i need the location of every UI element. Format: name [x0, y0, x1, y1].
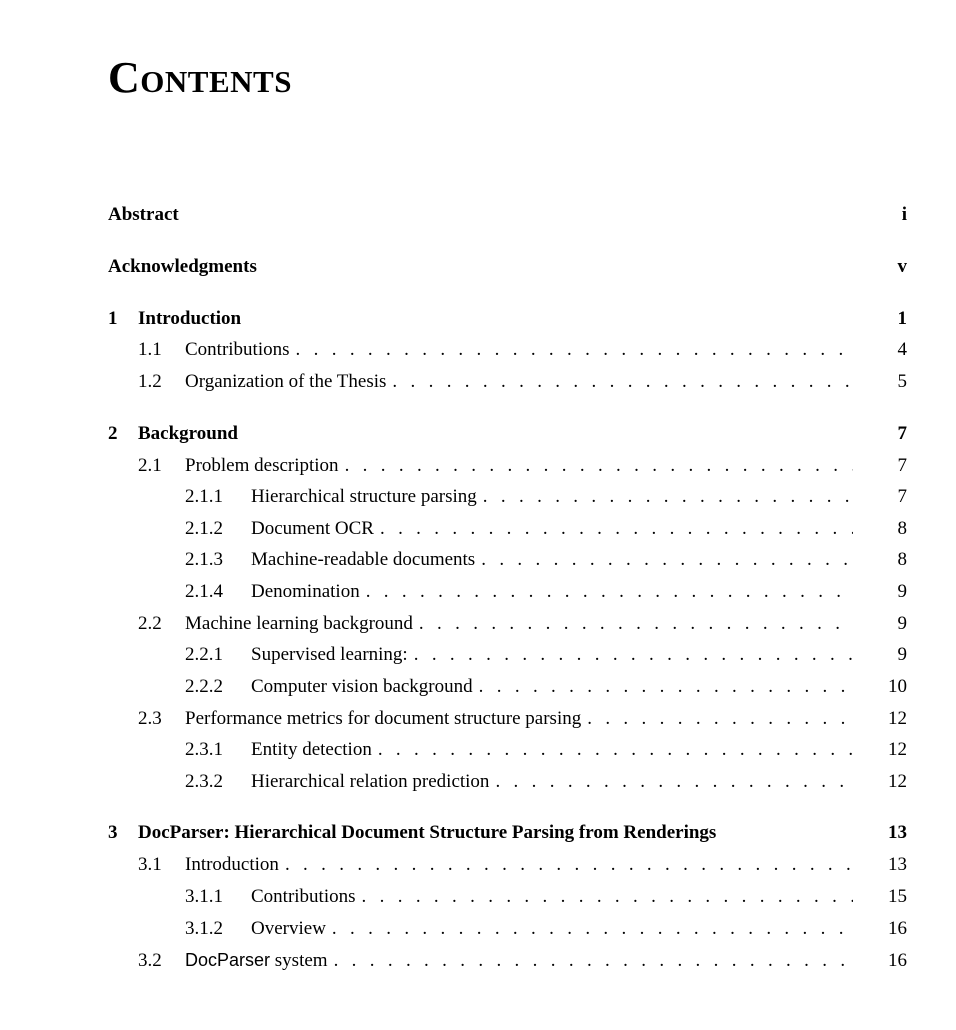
dot-leader — [489, 767, 853, 797]
dot-leader — [477, 482, 853, 512]
toc-entry-label: Document OCR — [251, 518, 374, 539]
toc-entry-number: 1.2 — [138, 371, 162, 392]
toc-entry-label: Acknowledgments — [108, 256, 257, 277]
toc-section-3-1[interactable] — [108, 850, 907, 880]
toc-subsection-2-1-1[interactable] — [108, 482, 907, 512]
toc-entry-number: 2.1.4 — [185, 581, 223, 602]
toc-entry-page: 12 — [888, 771, 907, 792]
toc-entry-number: 2.1.1 — [185, 486, 223, 507]
dot-leader — [374, 514, 853, 544]
toc-entry-number: 2 — [108, 423, 118, 444]
toc-entry-label: Hierarchical structure parsing — [251, 486, 477, 507]
toc-entry-page: 7 — [897, 423, 907, 444]
toc-entry-page: 7 — [897, 486, 907, 507]
toc-subsection-3-1-2[interactable] — [108, 914, 907, 944]
toc-section-1-2[interactable] — [108, 367, 907, 397]
toc-chapter-3[interactable] — [108, 818, 907, 848]
toc-entry-number: 2.2.2 — [185, 676, 223, 697]
toc-entry-label-rest: system — [270, 950, 328, 971]
toc-section-2-2[interactable] — [108, 609, 907, 639]
toc-entry-page: 9 — [897, 581, 907, 602]
dot-leader — [356, 882, 853, 912]
toc-entry-label: Introduction — [138, 308, 242, 329]
toc-entry-number: 3.2 — [138, 950, 162, 971]
toc-subsection-2-1-2[interactable] — [108, 514, 907, 544]
toc-entry-page: 7 — [897, 455, 907, 476]
toc-entry-page: 12 — [888, 708, 907, 729]
toc-entry-number: 2.1 — [138, 455, 162, 476]
toc-entry-label: Hierarchical relation prediction — [251, 771, 490, 792]
toc-entry-number: 2.1.2 — [185, 518, 223, 539]
toc-entry-label: Background — [138, 423, 238, 444]
toc-entry-page: 1 — [897, 308, 907, 329]
toc-chapter-1[interactable] — [108, 304, 907, 334]
toc-entry-page: 8 — [897, 549, 907, 570]
toc-entry-number: 2.1.3 — [185, 549, 223, 570]
dot-leader — [581, 704, 853, 734]
toc-entry-abstract[interactable] — [108, 200, 907, 230]
toc-entry-label: Computer vision background — [251, 676, 473, 697]
dot-leader — [328, 946, 853, 976]
toc-entry-page: 10 — [888, 676, 907, 697]
toc-entry-label: Abstract — [108, 204, 179, 225]
toc-entry-label: Introduction — [185, 854, 279, 875]
toc-entry-page: 4 — [897, 339, 907, 360]
dot-leader — [413, 609, 853, 639]
dot-leader — [339, 451, 853, 481]
docparser-name: DocParser — [185, 950, 271, 970]
toc-subsection-2-2-1[interactable] — [108, 640, 907, 670]
toc-entry-page: i — [901, 204, 907, 225]
toc-entry-page: 16 — [888, 918, 907, 939]
toc-entry-label: Problem description — [185, 455, 339, 476]
toc-entry-page: 8 — [897, 518, 907, 539]
toc-subsection-2-1-3[interactable] — [108, 545, 907, 575]
toc-entry-label: Supervised learning: — [251, 644, 408, 665]
toc-entry-label: Denomination — [251, 581, 360, 602]
toc-entry-page: 9 — [897, 613, 907, 634]
dot-leader — [408, 640, 853, 670]
toc-entry-number: 3.1 — [138, 854, 162, 875]
toc-section-2-1[interactable] — [108, 451, 907, 481]
toc-subsection-2-3-2[interactable] — [108, 767, 907, 797]
toc-entry-page: 16 — [888, 950, 907, 971]
toc-entry-label: Machine-readable documents — [251, 549, 476, 570]
toc-section-2-3[interactable] — [108, 704, 907, 734]
toc-entry-number: 2.3.2 — [185, 771, 223, 792]
toc-entry-label: Organization of the Thesis — [185, 371, 387, 392]
toc-entry-page: v — [897, 256, 907, 277]
toc-entry-number: 3.1.2 — [185, 918, 223, 939]
toc-section-1-1[interactable] — [108, 335, 907, 365]
toc-entry-acknowledgments[interactable] — [108, 252, 907, 282]
toc-entry-number: 2.2 — [138, 613, 162, 634]
toc-entry-page: 15 — [888, 886, 907, 907]
toc-chapter-2[interactable] — [108, 419, 907, 449]
toc-subsection-3-1-1[interactable] — [108, 882, 907, 912]
toc-entry-number: 2.3.1 — [185, 739, 223, 760]
toc-subsection-2-2-2[interactable] — [108, 672, 907, 702]
toc-entry-number: 2.2.1 — [185, 644, 223, 665]
toc-entry-page: 9 — [897, 644, 907, 665]
toc-entry-page: 13 — [888, 822, 907, 843]
toc-subsection-2-1-4[interactable] — [108, 577, 907, 607]
toc-entry-label: Contributions — [251, 886, 356, 907]
toc-entry-label: Overview — [251, 918, 326, 939]
dot-leader — [372, 735, 853, 765]
toc-section-3-2[interactable] — [108, 945, 907, 975]
toc-subsection-2-3-1[interactable] — [108, 735, 907, 765]
toc-entry-number: 1.1 — [138, 339, 162, 360]
page-title: Contents — [108, 53, 292, 102]
dot-leader — [386, 367, 853, 397]
dot-leader — [473, 672, 853, 702]
toc-entry-label: Machine learning background — [185, 613, 413, 634]
toc-entry-number: 3 — [108, 822, 118, 843]
dot-leader — [475, 545, 853, 575]
toc-entry-label: Contributions — [185, 339, 290, 360]
dot-leader — [360, 577, 853, 607]
toc-entry-page: 13 — [888, 854, 907, 875]
toc-entry-page: 5 — [897, 371, 907, 392]
toc-entry-label: DocParser: Hierarchical Document Structure Parsing from Renderings — [138, 822, 717, 843]
toc-entry-page: 12 — [888, 739, 907, 760]
dot-leader — [290, 335, 853, 365]
toc-entry-number: 1 — [108, 308, 118, 329]
toc-entry-number: 3.1.1 — [185, 886, 223, 907]
toc-entry-label: Performance metrics for document structure parsing — [185, 708, 582, 729]
toc-entry-label: Entity detection — [251, 739, 372, 760]
dot-leader — [326, 914, 853, 944]
toc-entry-number: 2.3 — [138, 708, 162, 729]
dot-leader — [279, 850, 853, 880]
toc-entry-label — [185, 945, 328, 976]
